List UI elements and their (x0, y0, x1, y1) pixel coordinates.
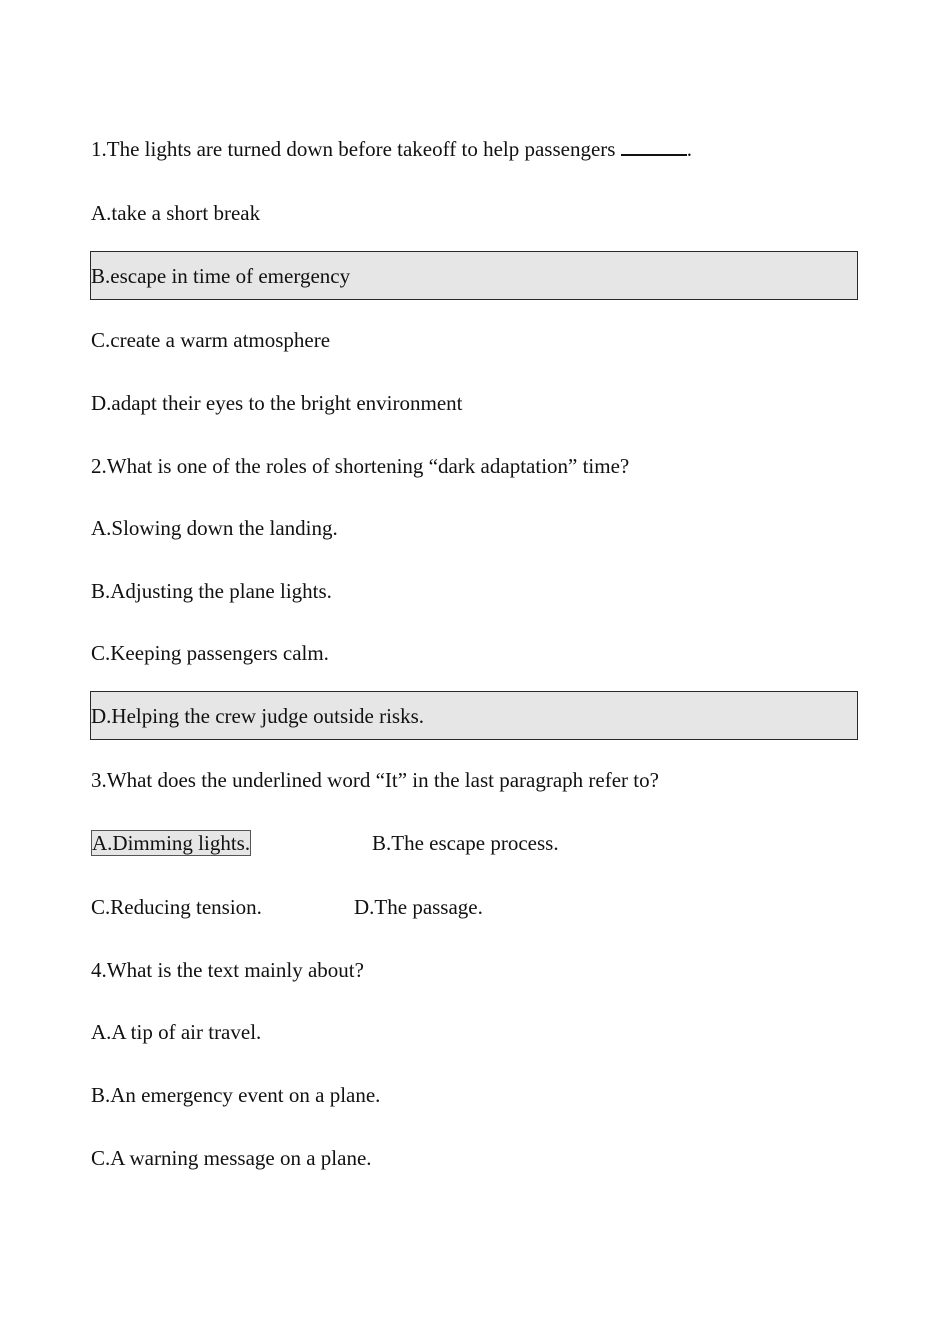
question-3-row-1 (91, 831, 251, 855)
question-2-option-b[interactable]: B.Adjusting the plane lights. (91, 579, 332, 603)
question-2-option-a[interactable]: A.Slowing down the landing. (91, 516, 338, 540)
question-3-option-c[interactable]: C.Reducing tension. (91, 895, 262, 919)
question-1-option-b-highlighted[interactable] (90, 251, 858, 300)
question-2-option-c[interactable]: C.Keeping passengers calm. (91, 641, 329, 665)
question-4-option-c[interactable]: C.A warning message on a plane. (91, 1146, 372, 1170)
question-1-stem (91, 137, 692, 161)
question-1-option-c[interactable]: C.create a warm atmosphere (91, 328, 331, 352)
question-3-option-a[interactable]: A.Dimming lights. (92, 831, 251, 855)
question-2-stem: 2.What is one of the roles of shortening “dark adaptation” time? (91, 454, 630, 478)
question-2-option-d-highlighted[interactable] (90, 691, 858, 740)
question-4-stem: 4.What is the text mainly about? (91, 958, 364, 982)
question-4-option-b[interactable]: B.An emergency event on a plane. (91, 1083, 381, 1107)
question-3-stem: 3.What does the underlined word “It” in the last paragraph refer to? (91, 768, 659, 792)
question-1-text: 1.The lights are turned down before takeoff to help passengers (91, 137, 621, 161)
question-3-option-b[interactable]: B.The escape process. (372, 831, 559, 855)
question-1-option-a[interactable]: A.take a short break (91, 201, 261, 225)
question-4-option-a[interactable]: A.A tip of air travel. (91, 1020, 262, 1044)
question-3-option-d[interactable]: D.The passage. (354, 895, 483, 919)
question-1-option-b: B.escape in time of emergency (91, 264, 351, 288)
answer-blank (621, 137, 687, 156)
question-1-period: . (686, 137, 692, 161)
question-1-option-d[interactable]: D.adapt their eyes to the bright environment (91, 391, 463, 415)
question-2-option-d: D.Helping the crew judge outside risks. (91, 704, 425, 728)
